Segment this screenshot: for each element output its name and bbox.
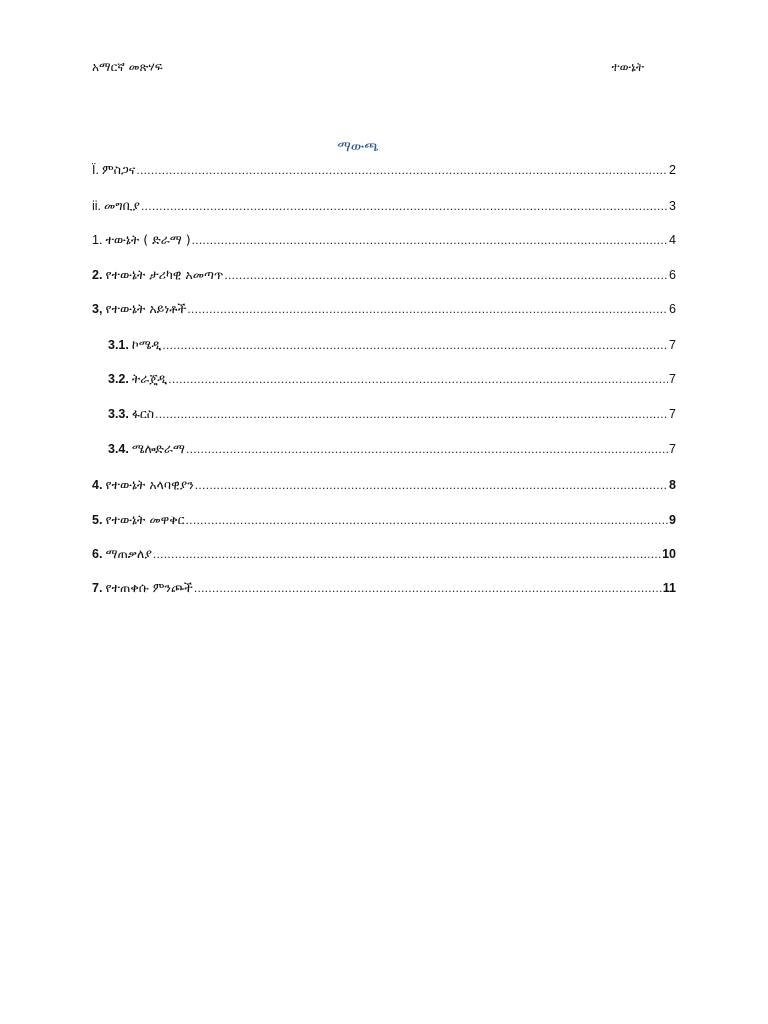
- toc-entry-label: የተጠቀሱ ምንጮች: [105, 580, 193, 595]
- toc-entry-number: 1.: [92, 233, 103, 247]
- header-left-title: አማርኛ መጽሃፍ: [92, 60, 163, 74]
- toc-entry[interactable]: [108, 441, 676, 459]
- toc-entry-number: 4.: [92, 478, 103, 492]
- toc-entry-number: 6.: [92, 547, 103, 561]
- toc-entry-page-number: 3: [669, 199, 676, 213]
- toc-dot-leader: [136, 163, 668, 177]
- toc-entry[interactable]: [108, 406, 676, 424]
- toc-entry[interactable]: [92, 512, 676, 530]
- toc-entry-number: 3,: [92, 302, 103, 316]
- toc-dot-leader: [195, 478, 668, 492]
- toc-dot-leader: [153, 547, 661, 561]
- toc-entry-number: 3.1.: [108, 338, 129, 352]
- toc-entry-page-number: 9: [669, 513, 676, 527]
- toc-entry-page-number: 4: [669, 233, 676, 247]
- toc-entry-page-number: 7: [669, 372, 676, 386]
- toc-entry-page-number: 6: [669, 302, 676, 316]
- toc-entry-page-number: 10: [662, 547, 676, 561]
- toc-entry-label: የተውኔት ታሪካዊ አመጣጥ: [105, 267, 224, 282]
- toc-entry-number: 3.3.: [108, 407, 129, 421]
- toc-dot-leader: [186, 442, 668, 456]
- toc-entry-page-number: 2: [669, 163, 676, 177]
- toc-entry-label: ሜሎድራማ: [131, 441, 185, 456]
- toc-entry-label: ትራጄዲ: [131, 371, 168, 386]
- toc-entry-label: ፋርስ: [131, 406, 155, 421]
- toc-dot-leader: [141, 199, 668, 213]
- toc-heading-text: ማውጫ: [337, 139, 379, 155]
- toc-heading: [0, 139, 768, 155]
- toc-entry[interactable]: [92, 267, 676, 285]
- toc-entry-label: የተውኔት መዋቅር: [105, 512, 185, 527]
- toc-dot-leader: [224, 268, 668, 282]
- toc-entry-page-number: 6: [669, 268, 676, 282]
- toc-entry-label: ምስጋና: [101, 162, 136, 177]
- toc-entry-page-number: 7: [669, 338, 676, 352]
- toc-entry-number: 3.2.: [108, 372, 129, 386]
- toc-entry-number: 5.: [92, 513, 103, 527]
- toc-entry-number: 2.: [92, 268, 103, 282]
- toc-entry-label: መግቢያ: [104, 198, 140, 213]
- toc-entry[interactable]: [92, 580, 676, 598]
- toc-entry[interactable]: [92, 301, 676, 319]
- toc-entry[interactable]: [92, 198, 676, 216]
- toc-dot-leader: [192, 233, 668, 247]
- toc-entry-number: Ï.: [92, 163, 99, 177]
- toc-entry-label: የተውኔት አይነቶች: [105, 301, 187, 316]
- toc-entry-number: 7.: [92, 581, 103, 595]
- toc-entry[interactable]: [108, 371, 676, 389]
- toc-entry[interactable]: [92, 232, 676, 250]
- toc-entry[interactable]: [92, 546, 676, 564]
- toc-entry-page-number: 7: [669, 442, 676, 456]
- header-right-title: ተውኔት: [611, 60, 644, 74]
- toc-entry-label: ኮሜዲ: [131, 337, 162, 352]
- toc-entry-number: 3.4.: [108, 442, 129, 456]
- toc-entry[interactable]: [92, 162, 676, 180]
- toc-dot-leader: [162, 338, 668, 352]
- toc-dot-leader: [187, 302, 668, 316]
- toc-entry-label: ማጠቃለያ: [105, 546, 152, 561]
- toc-entry-label: የተውኔት አላባዊያን: [105, 477, 194, 492]
- toc-dot-leader: [155, 407, 668, 421]
- toc-dot-leader: [186, 513, 669, 527]
- toc-entry-label: ተውኔት ( ድራማ ): [105, 232, 191, 247]
- toc-entry-page-number: 8: [669, 478, 676, 492]
- toc-entry-page-number: 11: [662, 581, 676, 595]
- toc-entry-page-number: 7: [669, 407, 676, 421]
- toc-dot-leader: [168, 372, 668, 386]
- toc-entry-number: ii.: [92, 199, 102, 213]
- toc-dot-leader: [194, 581, 662, 595]
- toc-entry[interactable]: [92, 477, 676, 495]
- toc-entry[interactable]: [108, 337, 676, 355]
